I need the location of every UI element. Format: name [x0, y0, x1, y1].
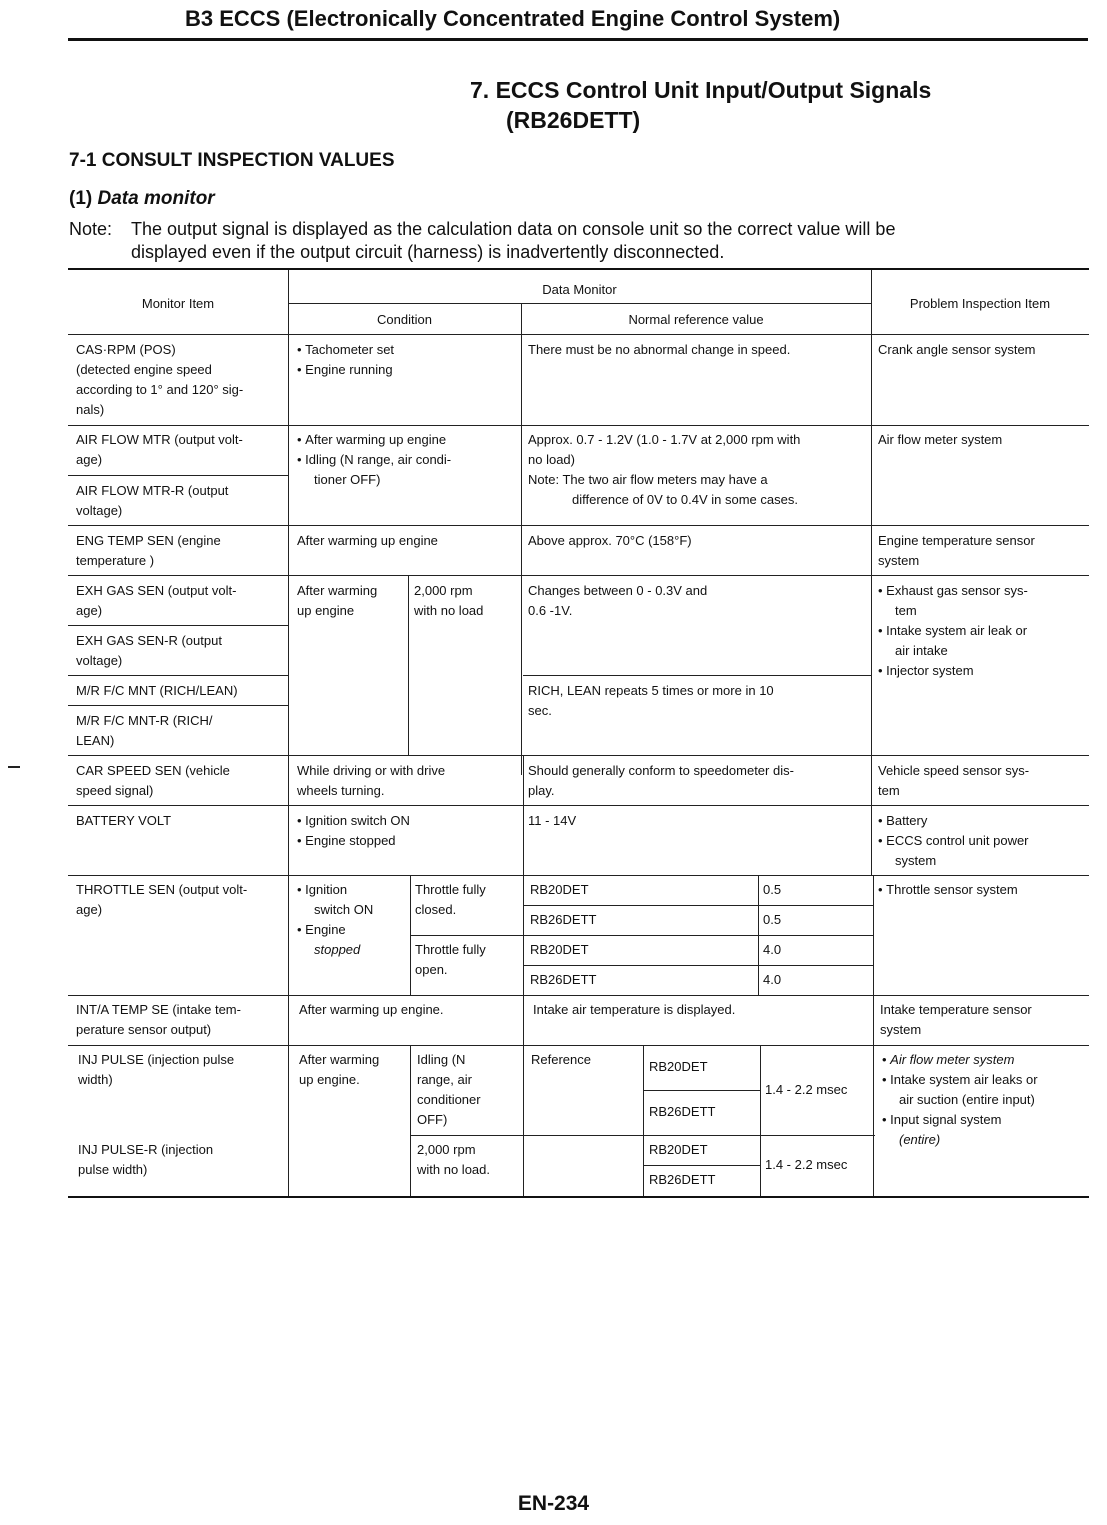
throttle-model-1: RB20DET	[530, 882, 589, 897]
table-row-mr-fc-mnt-r-item: M/R F/C MNT-R (RICH/ LEAN)	[76, 713, 213, 748]
int-a-temp-value: Intake air temperature is displayed.	[533, 1002, 736, 1017]
table-row-exh-gas-sen-r-item: EXH GAS SEN-R (output voltage)	[76, 633, 222, 668]
page-number: EN-234	[517, 1492, 590, 1515]
cas-rpm-condition: • Tachometer set • Engine running	[297, 340, 394, 380]
throttle-closed-condition: Throttle fully closed.	[415, 882, 486, 917]
table-row-cas-rpm-item: CAS·RPM (POS) (detected engine speed according to 1° and 120° sig- nals)	[76, 342, 244, 417]
col-header-monitor-item: Monitor Item	[141, 296, 215, 311]
battery-value: 11 - 14V	[528, 813, 577, 828]
col-header-normal-value: Normal reference value	[628, 312, 764, 327]
throttle-model-3: RB20DET	[530, 942, 589, 957]
header-rule	[68, 38, 1088, 41]
mr-fc-mnt-value: RICH, LEAN repeats 5 times or more in 10 sec.	[528, 683, 774, 718]
throttle-value-2: 0.5	[763, 912, 782, 927]
table-row-exh-gas-sen-item: EXH GAS SEN (output volt- age)	[76, 583, 237, 618]
table-row-inj-pulse-item: INJ PULSE (injection pulse width)	[78, 1052, 235, 1087]
inj-pulse-model-4: RB26DETT	[649, 1172, 716, 1187]
note-line2: displayed even if the output circuit (harness) is inadvertently disconnected.	[131, 242, 725, 262]
table-bottom-rule	[68, 1196, 1089, 1198]
table-row-car-speed-item: CAR SPEED SEN (vehicle speed signal)	[76, 763, 230, 798]
section-title-line1: 7. ECCS Control Unit Input/Output Signals	[470, 77, 932, 103]
air-flow-value: Approx. 0.7 - 1.2V (1.0 - 1.7V at 2,000 rpm with no load) Note: The two air flow meters may have a difference of 0V to 0.4V in some cases.	[528, 432, 801, 507]
inj-pulse-model-2: RB26DETT	[649, 1104, 716, 1119]
throttle-value-4: 4.0	[763, 972, 782, 987]
inj-pulse-value-2: 1.4 - 2.2 msec	[765, 1157, 848, 1172]
data-monitor-label: Data monitor	[97, 188, 215, 209]
int-a-temp-condition: After warming up engine.	[299, 1002, 444, 1017]
page-header-title: B3 ECCS (Electronically Concentrated Engine Control System)	[185, 6, 841, 31]
table-row-air-flow-mtr-item: AIR FLOW MTR (output volt- age)	[76, 432, 243, 467]
inj-pulse-condition-idle: Idling (N range, air conditioner OFF)	[417, 1052, 481, 1127]
air-flow-condition: • After warming up engine • Idling (N range, air condi- tioner OFF)	[297, 430, 451, 490]
note-label: Note:	[69, 219, 113, 239]
note	[69, 218, 1099, 264]
exh-gas-value: Changes between 0 - 0.3V and 0.6 -1V.	[528, 583, 708, 618]
cas-rpm-problem: Crank angle sensor system	[878, 342, 1036, 357]
table-row-inj-pulse-r-item: INJ PULSE-R (injection pulse width)	[78, 1142, 214, 1177]
throttle-condition-a: • Ignition switch ON • Engine stopped	[297, 880, 373, 960]
eng-temp-condition: After warming up engine	[297, 533, 438, 548]
throttle-open-condition: Throttle fully open.	[415, 942, 486, 977]
int-a-temp-problem: Intake temperature sensor system	[880, 1002, 1032, 1037]
table-row-mr-fc-mnt-item: M/R F/C MNT (RICH/LEAN)	[76, 683, 238, 698]
note-line1: The output signal is displayed as the calculation data on console unit so the correct value will be	[131, 219, 896, 239]
battery-problem: • Battery • ECCS control unit power system	[878, 811, 1029, 871]
car-speed-condition: While driving or with drive wheels turning.	[297, 763, 446, 798]
throttle-value-3: 4.0	[763, 942, 782, 957]
section-title	[470, 75, 931, 135]
eng-temp-problem: Engine temperature sensor system	[878, 533, 1035, 568]
col-header-problem-item: Problem Inspection Item	[909, 296, 1051, 311]
inj-pulse-condition-2000rpm: 2,000 rpm with no load.	[417, 1142, 490, 1177]
table-row-eng-temp-item: ENG TEMP SEN (engine temperature )	[76, 533, 221, 568]
col-header-condition: Condition	[377, 312, 432, 327]
throttle-value-1: 0.5	[763, 882, 782, 897]
col-header-data-monitor: Data Monitor	[542, 282, 617, 297]
exh-gas-condition-b: 2,000 rpm with no load	[414, 583, 484, 618]
table-row-air-flow-mtr-r-item: AIR FLOW MTR-R (output voltage)	[76, 483, 229, 518]
car-speed-value: Should generally conform to speedometer dis- play.	[528, 763, 794, 798]
margin-mark	[8, 766, 20, 768]
inj-pulse-reference-label: Reference	[531, 1052, 591, 1067]
battery-condition: • Ignition switch ON • Engine stopped	[297, 811, 410, 851]
data-monitor-title	[69, 188, 215, 210]
inj-pulse-condition-a: After warming up engine.	[299, 1052, 380, 1087]
section-title-line2: (RB26DETT)	[506, 107, 641, 133]
table-row-throttle-item: THROTTLE SEN (output volt- age)	[76, 882, 248, 917]
subsection-title: 7-1 CONSULT INSPECTION VALUES	[69, 150, 395, 171]
throttle-problem: • Throttle sensor system	[878, 880, 1018, 900]
car-speed-problem: Vehicle speed sensor sys- tem	[878, 763, 1030, 798]
throttle-model-2: RB26DETT	[530, 912, 597, 927]
data-monitor-number: (1)	[69, 188, 93, 209]
table-row-int-a-temp-item: INT/A TEMP SE (intake tem- perature sensor output)	[76, 1002, 241, 1037]
exh-gas-problem: • Exhaust gas sensor sys- tem • Intake system air leak or air intake • Injector system	[878, 581, 1028, 681]
table-row-battery-item: BATTERY VOLT	[76, 813, 172, 828]
throttle-model-4: RB26DETT	[530, 972, 597, 987]
inj-pulse-problem: • Air flow meter system • Intake system air leaks or air suction (entire input) • Input signal system (entire)	[882, 1050, 1038, 1150]
air-flow-problem: Air flow meter system	[878, 432, 1003, 447]
inj-pulse-value-1: 1.4 - 2.2 msec	[765, 1082, 848, 1097]
cas-rpm-value: There must be no abnormal change in speed.	[528, 342, 791, 357]
inj-pulse-model-1: RB20DET	[649, 1059, 708, 1074]
table-top-rule	[68, 268, 1089, 270]
eng-temp-value: Above approx. 70°C (158°F)	[528, 533, 692, 548]
inj-pulse-model-3: RB20DET	[649, 1142, 708, 1157]
exh-gas-condition-a: After warming up engine	[297, 583, 378, 618]
